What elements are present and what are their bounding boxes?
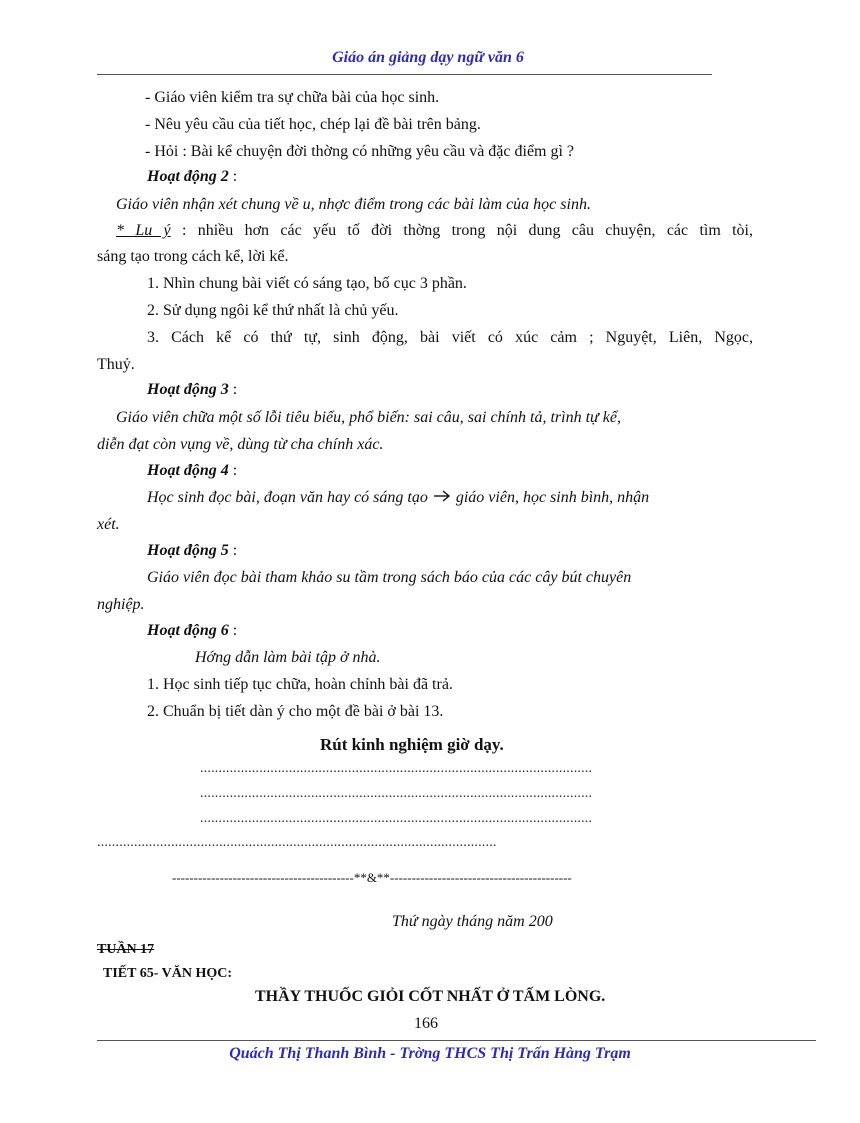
heading-colon: :	[228, 381, 238, 398]
date-line: Thứ ngày tháng năm 200	[392, 913, 553, 930]
heading-colon: :	[228, 462, 238, 479]
text-line: 2. Sử dụng ngôi kể thứ nhất là chủ yếu.	[147, 302, 399, 319]
activity-heading-2	[147, 167, 237, 187]
text-line	[147, 488, 649, 508]
dotted-line: ..........................................................................................................	[200, 786, 593, 801]
text-line: Giáo viên chữa một số lỗi tiêu biểu, phổ biến: sai câu, sai chính tả, trình tự kể,	[116, 409, 621, 426]
heading-colon: :	[228, 622, 238, 639]
text-line: Thuỷ.	[97, 356, 135, 373]
activity-heading-3	[147, 380, 237, 400]
footer-rule	[97, 1040, 816, 1041]
note-line	[116, 221, 753, 241]
text-line: 2. Chuẩn bị tiết dàn ý cho một đề bài ở bài 13.	[147, 703, 444, 720]
text-line: 3. Cách kể có thứ tự, sinh động, bài viết có xúc cảm ; Nguyệt, Liên, Ngọc,	[147, 329, 753, 346]
footer-author: Quách Thị Thanh Bình - Trờng THCS Thị Trấn Hàng Trạm	[229, 1045, 631, 1062]
text-line: diễn đạt còn vụng về, dùng từ cha chính xác.	[97, 436, 384, 453]
arrow-right-icon	[432, 488, 452, 504]
text-segment: giáo viên, học sinh bình, nhận	[455, 489, 650, 506]
heading-colon: :	[228, 168, 238, 185]
note-label: * Lu ý	[116, 222, 171, 239]
page-number: 166	[414, 1015, 438, 1032]
text-line: Giáo viên nhận xét chung về u, nhợc điểm trong các bài làm của học sinh.	[116, 196, 591, 213]
text-line: - Giáo viên kiểm tra sự chữa bài của học sinh.	[145, 89, 440, 106]
text-line: nghiệp.	[97, 596, 145, 613]
heading-colon: :	[228, 542, 238, 559]
text-line: Giáo viên đọc bài tham khảo su tầm trong sách báo của các cây bút chuyên	[147, 569, 632, 586]
lesson-title: THẦY THUỐC GIỎI CỐT NHẤT Ở TẤM LÒNG.	[255, 988, 606, 1005]
section-separator: ------------------------------------------**&**------------------------------------------	[172, 870, 572, 885]
activity-heading-6	[147, 621, 237, 641]
activity-heading-5	[147, 541, 237, 561]
activity-heading-label: Hoạt động 3	[147, 381, 229, 398]
page-header-title: Giáo án giảng dạy ngữ văn 6	[332, 49, 524, 66]
dotted-line: ..........................................................................................................	[200, 811, 593, 826]
text-line: - Hỏi : Bài kể chuyện đời thờng có những yêu cầu và đặc điểm gì ?	[145, 143, 575, 160]
dotted-line: ............................................................................................................	[97, 835, 497, 850]
activity-heading-label: Hoạt động 2	[147, 168, 229, 185]
text-line: - Nêu yêu cầu của tiết học, chép lại đề bài trên bảng.	[145, 116, 481, 133]
text-line: sáng tạo trong cách kể, lời kể.	[97, 248, 289, 265]
text-line: xét.	[97, 516, 120, 533]
activity-heading-label: Hoạt động 5	[147, 542, 229, 559]
week-label: TUẦN 17	[97, 942, 155, 957]
text-line: 1. Nhìn chung bài viết có sáng tạo, bố cục 3 phần.	[147, 275, 467, 292]
review-heading: Rút kinh nghiệm giờ dạy.	[320, 735, 504, 754]
activity-heading-4	[147, 461, 237, 481]
text-line: 1. Học sinh tiếp tục chữa, hoàn chỉnh bài đã trả.	[147, 676, 453, 693]
note-text: : nhiều hơn các yếu tố đời thờng trong nội dung câu chuyện, các tìm tòi,	[170, 222, 753, 239]
text-line: Hớng dẫn làm bài tập ở nhà.	[195, 649, 381, 666]
activity-heading-label: Hoạt động 6	[147, 622, 229, 639]
header-rule	[97, 74, 712, 75]
activity-heading-label: Hoạt động 4	[147, 462, 229, 479]
dotted-line: ..........................................................................................................	[200, 761, 593, 776]
lesson-label: TIẾT 65- VĂN HỌC:	[103, 966, 233, 981]
text-segment: Học sinh đọc bài, đoạn văn hay có sáng tạo	[147, 489, 428, 506]
